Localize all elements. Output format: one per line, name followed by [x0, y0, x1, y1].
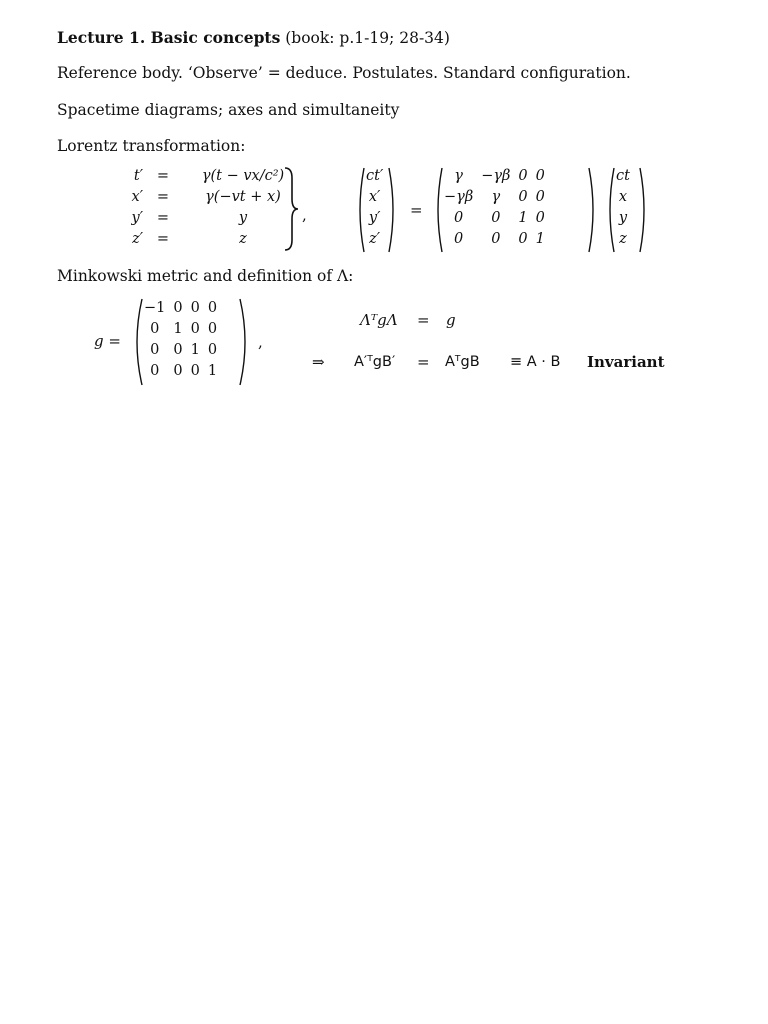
metric-matrix-row — [140, 361, 221, 382]
primed-vector — [362, 166, 387, 250]
right-paren — [387, 166, 399, 254]
unprimed-vector-entry: x — [618, 189, 628, 205]
reference-body-line: Reference body. ‘Observe’ = deduce. Postulates. Standard configuration. — [57, 64, 631, 82]
primed-product: A′ᵀgB′ — [354, 354, 396, 370]
metric-matrix-cell: 1 — [190, 342, 200, 358]
lambda-matrix-cell: 1 — [535, 231, 545, 247]
lambda-matrix-cell: 0 — [535, 168, 545, 184]
lambda-matrix-cell: 0 — [491, 231, 501, 247]
metric-matrix-cell: 0 — [207, 321, 218, 337]
metric-label: g = — [94, 332, 121, 350]
metric-matrix-row — [140, 319, 221, 340]
metric-matrix-row — [140, 340, 221, 361]
lorentz-heading: Lorentz transformation: — [57, 137, 246, 155]
lambda-matrix-cell: 0 — [491, 210, 501, 226]
lorentz-equation-row — [100, 166, 308, 187]
lambda-relation-rhs: g — [446, 311, 456, 329]
lambda-matrix-cell: 0 — [535, 189, 545, 205]
primed-vector-entry: x′ — [368, 189, 381, 205]
metric-matrix-cell: 1 — [207, 363, 218, 379]
lambda-matrix-cell: γ — [491, 189, 501, 205]
lorentz-lhs: y′ — [131, 210, 143, 226]
unprimed-product: AᵀgB — [445, 354, 480, 370]
invariant-label: Invariant — [587, 353, 665, 371]
lambda-matrix-cell: γ — [454, 168, 463, 184]
lorentz-eq: = — [156, 168, 170, 184]
metric-matrix-cell: 0 — [207, 342, 218, 358]
lorentz-rhs: γ(−vt + x) — [205, 189, 281, 205]
lorentz-eq: = — [156, 189, 170, 205]
lambda-matrix-cell: 0 — [518, 168, 528, 184]
metric-matrix-cell: 0 — [190, 300, 200, 316]
lorentz-eq: = — [156, 210, 170, 226]
metric-matrix-cell: 0 — [150, 363, 160, 379]
lambda-matrix-row — [440, 229, 549, 250]
equals-sign: = — [417, 311, 430, 329]
lorentz-rhs: z — [239, 231, 247, 247]
metric-matrix-cell: 1 — [173, 321, 183, 337]
metric-matrix-cell: 0 — [190, 321, 200, 337]
lambda-matrix-cell: −γβ — [444, 189, 474, 205]
lorentz-rhs: γ(t − vx/c²) — [201, 168, 285, 184]
metric-matrix-cell: 0 — [150, 342, 160, 358]
metric-matrix-cell: 0 — [173, 363, 183, 379]
metric-matrix-cell: 0 — [207, 300, 218, 316]
book-reference: (book: p.1-19; 28-34) — [280, 29, 450, 47]
lorentz-lhs: x′ — [131, 189, 143, 205]
primed-vector-entry: z′ — [369, 231, 381, 247]
lorentz-lhs: t′ — [133, 168, 143, 184]
metric-matrix-cell: 0 — [173, 342, 183, 358]
implies-arrow: ⇒ — [312, 353, 325, 371]
lambda-matrix-cell: 0 — [518, 189, 528, 205]
right-paren — [638, 166, 650, 254]
equals-sign: = — [410, 201, 423, 219]
lambda-relation-lhs: ΛᵀgΛ — [360, 311, 398, 329]
comma-after-metric: , — [258, 333, 263, 351]
lambda-matrix-cell: 0 — [518, 231, 528, 247]
equals-sign: = — [417, 353, 430, 371]
lorentz-equation-row — [100, 208, 308, 229]
lorentz-equation-row — [100, 229, 308, 250]
metric-matrix-row — [140, 298, 221, 319]
lecture-heading — [57, 28, 450, 47]
lorentz-equations — [100, 166, 308, 250]
lambda-matrix-row — [440, 187, 549, 208]
metric-matrix-cell: 0 — [173, 300, 183, 316]
metric-matrix-cell: −1 — [144, 300, 166, 316]
primed-vector-entry: ct′ — [366, 168, 384, 184]
lambda-matrix-cell: 1 — [518, 210, 528, 226]
unprimed-vector-entry: ct — [616, 168, 630, 184]
metric-matrix-cell: 0 — [190, 363, 200, 379]
spacetime-line: Spacetime diagrams; axes and simultaneity — [57, 101, 400, 119]
lorentz-equation-row — [100, 187, 308, 208]
lorentz-rhs: y — [238, 210, 248, 226]
lorentz-eq: = — [156, 231, 170, 247]
lambda-matrix-cell: 0 — [453, 210, 464, 226]
lecture-title: Lecture 1. Basic concepts — [57, 28, 281, 47]
lambda-matrix-cell: −γβ — [481, 168, 511, 184]
lambda-matrix-cell: 0 — [453, 231, 464, 247]
lambda-matrix-cell: 0 — [535, 210, 545, 226]
metric-matrix-cell: 0 — [150, 321, 160, 337]
minkowski-heading: Minkowski metric and definition of Λ: — [57, 267, 354, 285]
comma-after-brace: , — [302, 206, 307, 224]
metric-matrix — [140, 298, 221, 382]
right-brace — [283, 166, 299, 252]
lambda-matrix-row — [440, 166, 549, 187]
right-paren — [238, 297, 252, 387]
unprimed-vector-entry: z — [619, 231, 627, 247]
primed-vector-entry: y′ — [368, 210, 381, 226]
lorentz-lhs: z′ — [132, 231, 143, 247]
dot-product: ≡ A · B — [510, 354, 561, 370]
lambda-matrix-row — [440, 208, 549, 229]
unprimed-vector-entry: y — [618, 210, 628, 226]
unprimed-vector — [612, 166, 634, 250]
right-paren — [587, 166, 599, 254]
lambda-matrix — [440, 166, 549, 250]
